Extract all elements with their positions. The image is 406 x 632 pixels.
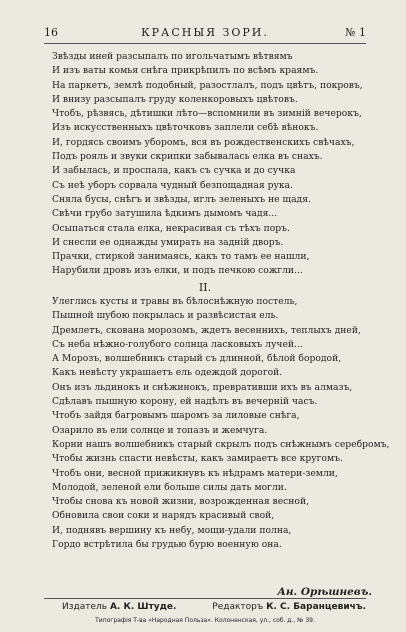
poem-line: Молодой, зеленой ели больше силы дать могли. xyxy=(52,481,287,493)
section-numeral: II. xyxy=(198,281,212,294)
poem-line: Онъ изъ льдинокъ и снѣжинокъ, превративши ихъ въ алмазъ, xyxy=(52,381,353,393)
poem-line: Прачки, стиркой занимаясь, какъ то тамъ ее нашли, xyxy=(52,251,310,263)
poem-line: Чтобъ зайдя багровымъ шаромъ за лиловые снѣга, xyxy=(52,410,300,422)
poem-line: Обновила свои соки и нарядъ красивый свой, xyxy=(52,510,275,522)
poem-line: Улеглись кусты и травы въ бѣлоснѣжную постель, xyxy=(52,296,298,307)
author-signature: Ан. Орѣшневъ. xyxy=(277,586,372,598)
poem-line: Корни нашъ волшебникъ старый скрылъ подъ снѣжнымъ серебромъ, xyxy=(52,438,390,450)
poem-line: На паркетъ, землѣ подобный, разостлалъ, подъ цвѣтъ, покровъ, xyxy=(52,79,363,91)
poem-line: И забылась, и проспала, какъ съ сучка и до сучка xyxy=(52,165,296,177)
poem-line: И, поднявъ вершину къ небу, мощи-удали полна, xyxy=(52,524,292,536)
poem-part-1 xyxy=(52,50,374,279)
poem-line: Съ неѣ уборъ сорвала чудный безпощадная рука. xyxy=(52,179,294,191)
editor-name: К. С. Баранцевичъ. xyxy=(266,602,366,612)
poem-line: Чтобы снова къ новой жизни, возрожденная весной, xyxy=(52,496,310,508)
poem-part-2 xyxy=(52,295,390,552)
poem-line: Звѣзды иней разсыпалъ по игольчатымъ вѣтвямъ xyxy=(52,51,293,62)
poem-line: Дремлетъ, скована морозомъ, ждетъ весеннихъ, теплыхъ дней, xyxy=(52,324,361,336)
poem-line: Нарубили дровъ изъ елки, и подъ печкою сожгли... xyxy=(52,265,303,277)
poem-line: Сняла бусы, снѣгъ и звѣзды, иглъ зеленыхъ не щадя. xyxy=(52,193,311,205)
poem-line: Озарило въ ели солнце и топазъ и жемчуга. xyxy=(52,424,268,436)
poem-line: А Морозъ, волшебникъ старый съ длинной, бѣлой бородой, xyxy=(52,353,342,365)
header-rule xyxy=(44,43,366,44)
poem-line: Свѣчи грубо затушила ѣдкимъ дымомъ чадя... xyxy=(52,208,278,220)
poem-line: Какъ невѣсту украшаетъ ель одеждой дорогой. xyxy=(52,367,283,379)
editor xyxy=(212,602,366,612)
poem-line: Осыпаться стала елка, некрасивая съ тѣхъ поръ. xyxy=(52,222,290,234)
journal-title: КРАСНЫЯ ЗОРИ. xyxy=(141,26,269,39)
poem-line: И, гордясь своимъ уборомъ, вся въ рождественскихъ свѣчахъ, xyxy=(52,136,355,148)
publisher-name: А. К. Штуде. xyxy=(109,602,177,612)
poem-line: Съ неба нѣжно-голубого солнца ласковыхъ лучей... xyxy=(52,338,303,350)
poem-line: Подъ рояль и звуки скрипки забывалась елка въ снахъ. xyxy=(52,151,323,163)
poem-line: Изъ искусственныхъ цвѣточковъ заплели себѣ вѣнокъ. xyxy=(52,122,319,134)
poem-line: Чтобы жизнь спасти невѣсты, какъ замираетъ все кругомъ. xyxy=(52,453,343,465)
issue-number: № 1 xyxy=(345,26,366,39)
footer-rule xyxy=(44,598,366,599)
publisher-label: Издатель xyxy=(62,602,108,612)
poem-line: Гордо встрѣтила бы грудью бурю военную она. xyxy=(52,539,282,551)
poem-line: Сдѣлавъ пышную корону, ей надѣлъ въ вечерній часъ. xyxy=(52,396,318,408)
page-header xyxy=(44,26,366,42)
poem-line: И снесли ее однажды умирать на задній дворъ. xyxy=(52,236,284,248)
publisher xyxy=(62,602,176,612)
poem-line: Пышной шубою покрылась и развѣсистая ель. xyxy=(52,310,279,322)
printing-house: Типографія Т-ва «Народная Польза». Колоненская, ул., соб. д., № 39. xyxy=(95,617,315,624)
poem-line: Чтобъ они, весной прижикнувъ къ нѣдрамъ матери-земли, xyxy=(52,467,338,479)
poem-line: И изъ ваты комья снѣга прикрѣпилъ по всѣмъ краямъ. xyxy=(52,65,319,77)
page-number: 16 xyxy=(44,26,58,39)
poem-line: Чтобъ, рѣзвясь, дѣтишки лѣто—вспомнили въ зимній вечерокъ, xyxy=(52,108,362,120)
poem-line: И внизу разсыпалъ груду коленкоровыхъ цвѣтовъ. xyxy=(52,93,298,105)
editor-label: Редакторъ xyxy=(212,602,264,612)
